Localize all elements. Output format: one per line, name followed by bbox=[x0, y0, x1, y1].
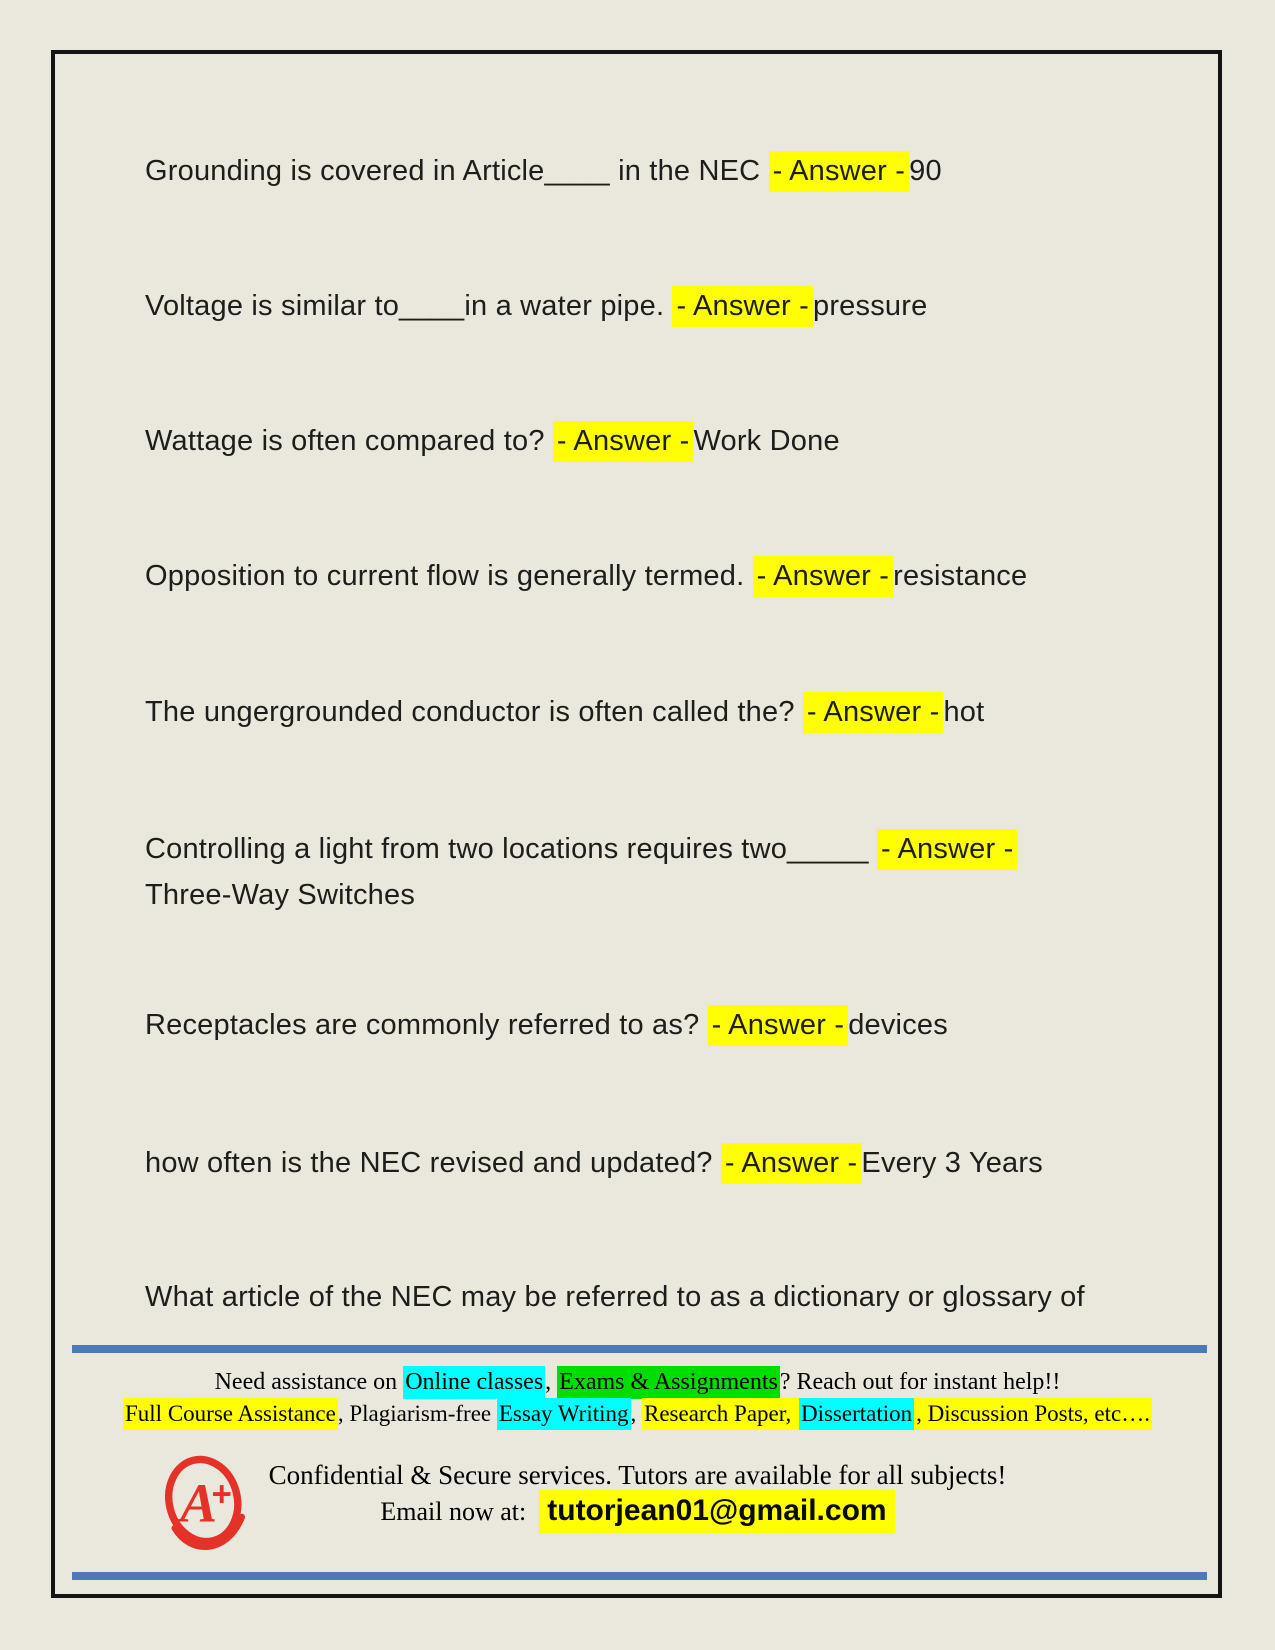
yellow-highlight: Research Paper, bbox=[642, 1398, 799, 1430]
question-line bbox=[145, 689, 984, 735]
answer-highlight: - Answer - bbox=[553, 421, 694, 462]
question-line bbox=[145, 148, 942, 194]
answer-text: pressure bbox=[813, 290, 928, 322]
answer-highlight: - Answer - bbox=[708, 1005, 849, 1046]
question-text: Controlling a light from two locations requires two_____ bbox=[145, 833, 877, 865]
question-text: Wattage is often compared to? bbox=[145, 425, 553, 457]
answer-text: Every 3 Years bbox=[861, 1147, 1043, 1179]
answer-text: devices bbox=[848, 1009, 948, 1041]
question-line bbox=[145, 1274, 1085, 1320]
yellow-highlight: , Discussion Posts, etc…. bbox=[914, 1398, 1152, 1430]
spacer bbox=[526, 1497, 539, 1526]
question-text: Grounding is covered in Article____ in the NEC bbox=[145, 155, 769, 187]
question-line bbox=[145, 418, 840, 464]
footer-text: ? Reach out for instant help!! bbox=[779, 1369, 1061, 1395]
email-highlight: tutorjean01@gmail.com bbox=[539, 1490, 894, 1533]
answer-highlight: - Answer - bbox=[769, 151, 910, 192]
cyan-highlight: Essay Writing bbox=[497, 1398, 631, 1430]
question-text: how often is the NEC revised and updated? bbox=[145, 1147, 721, 1179]
question-text: Receptacles are commonly referred to as? bbox=[145, 1009, 708, 1041]
question-text: Opposition to current flow is generally termed. bbox=[145, 560, 753, 592]
question-line bbox=[145, 553, 1027, 599]
answer-highlight: - Answer - bbox=[753, 556, 894, 597]
question-text: The ungergrounded conductor is often called the? bbox=[145, 696, 803, 728]
footer-email-line bbox=[55, 1492, 1220, 1531]
yellow-highlight: Full Course Assistance bbox=[123, 1398, 338, 1430]
answer-text: hot bbox=[943, 696, 985, 728]
answer-text: resistance bbox=[893, 560, 1028, 592]
answer-highlight: - Answer - bbox=[721, 1143, 862, 1184]
answer-text: 90 bbox=[909, 155, 942, 187]
footer-services-line bbox=[55, 1398, 1220, 1430]
answer-text-line bbox=[145, 872, 415, 918]
svg-text:+: + bbox=[211, 1475, 232, 1514]
question-text: What article of the NEC may be referred to as a dictionary or glossary of bbox=[145, 1281, 1085, 1313]
answer-highlight: - Answer - bbox=[672, 286, 813, 327]
question-line bbox=[145, 826, 1017, 872]
footer-text: Need assistance on bbox=[214, 1369, 404, 1395]
divider-line-bottom bbox=[72, 1572, 1207, 1580]
footer-text: , Plagiarism-free bbox=[337, 1401, 497, 1426]
footer-confidential-line: Confidential & Secure services. Tutors are available for all subjects! bbox=[268, 1460, 1007, 1490]
cyan-highlight: Dissertation bbox=[799, 1398, 914, 1430]
email-label: Email now at: bbox=[380, 1497, 527, 1526]
question-line bbox=[145, 283, 927, 329]
answer-text: Three-Way Switches bbox=[145, 879, 416, 911]
answer-text: Work Done bbox=[693, 425, 840, 457]
footer-help-line bbox=[55, 1366, 1220, 1398]
divider-line-top bbox=[72, 1345, 1207, 1353]
question-text: Voltage is similar to____in a water pipe. bbox=[145, 290, 673, 322]
question-line bbox=[145, 1140, 1043, 1186]
answer-highlight: - Answer - bbox=[877, 829, 1018, 870]
footer-text: , bbox=[545, 1369, 558, 1395]
cyan-highlight: Online classes bbox=[403, 1366, 545, 1399]
footer-text: , bbox=[630, 1401, 642, 1426]
svg-text:A: A bbox=[180, 1472, 218, 1534]
question-line bbox=[145, 1002, 948, 1048]
green-highlight: Exams & Assignments bbox=[557, 1366, 780, 1399]
answer-highlight: - Answer - bbox=[803, 692, 944, 733]
